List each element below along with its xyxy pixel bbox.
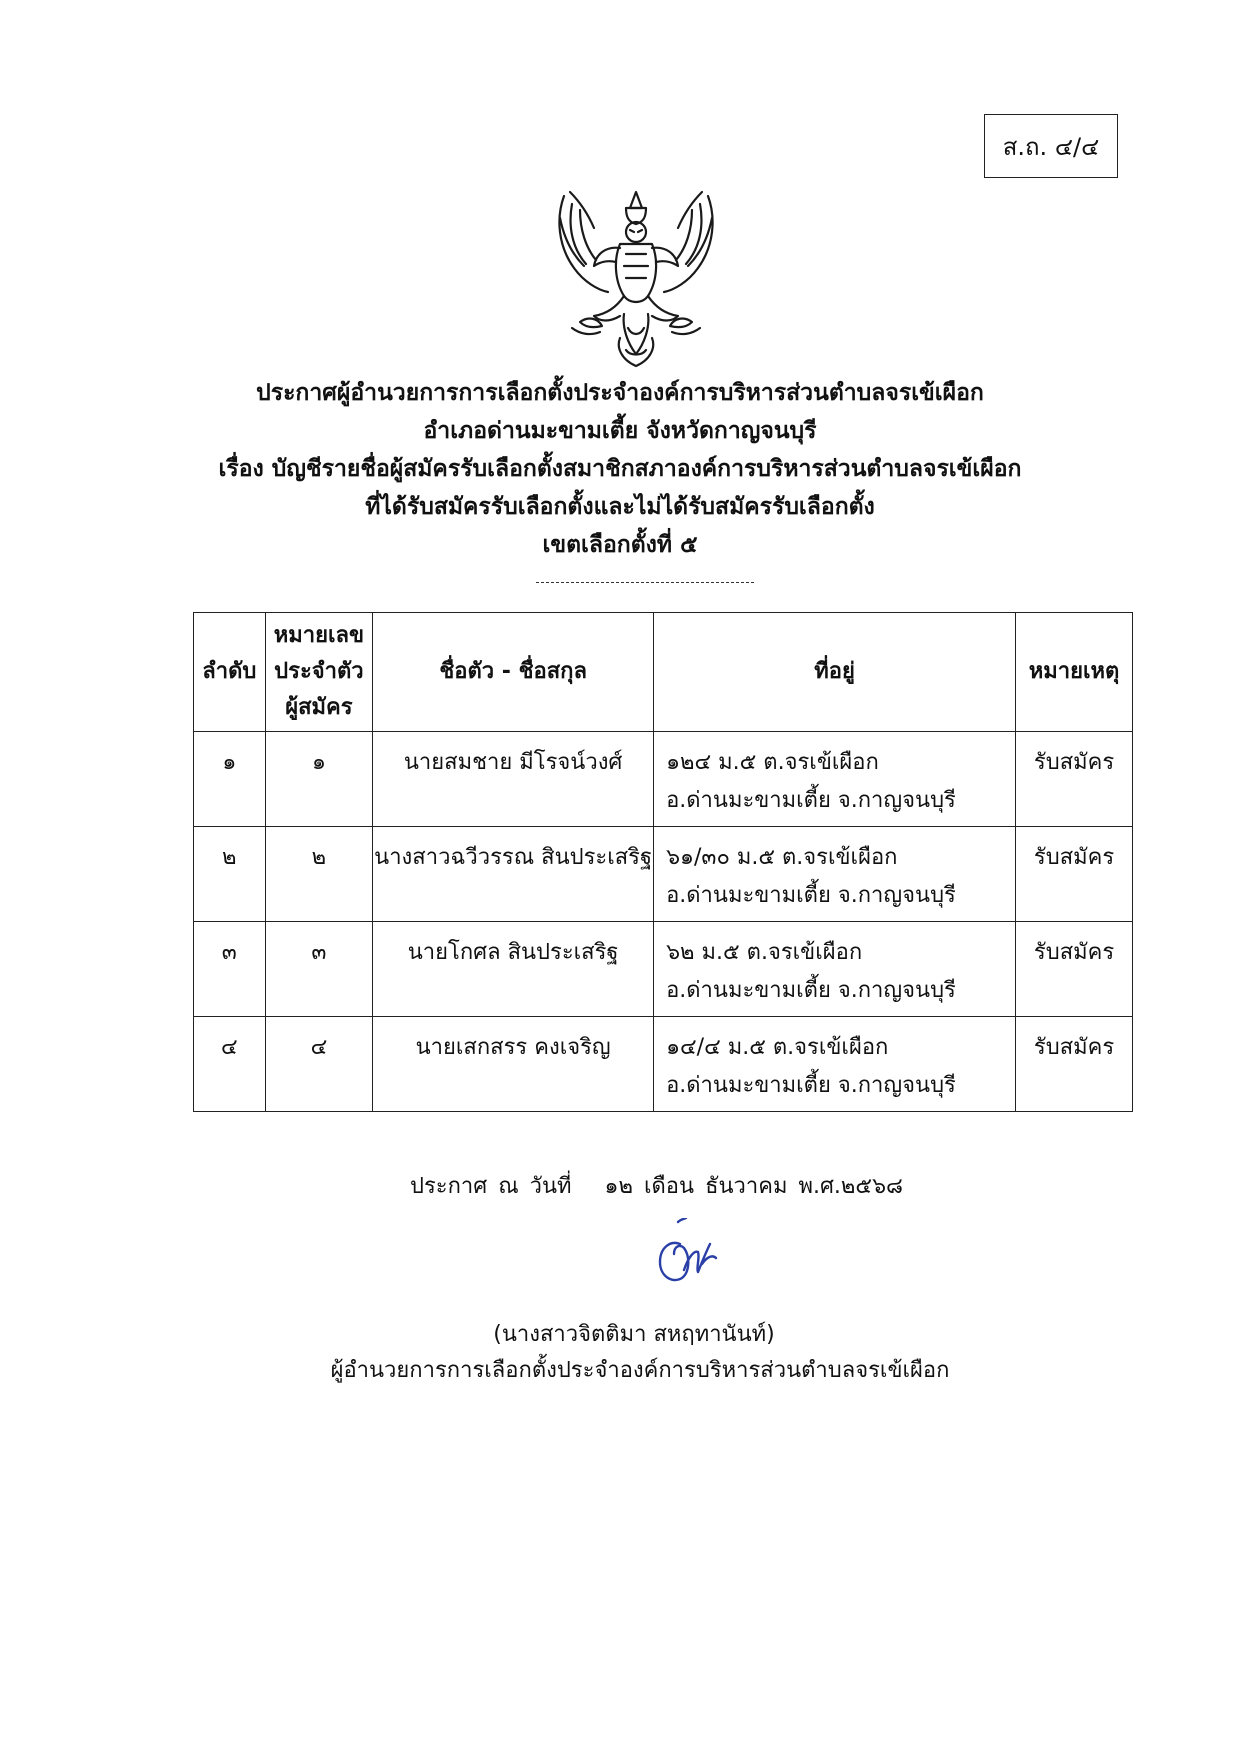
- address-line-2: อ.ด่านมะขามเตี้ย จ.กาญจนบุรี: [666, 883, 956, 908]
- signer-name: (นางสาวจิตติมา สหฤทานันท์): [493, 1322, 775, 1347]
- candidate-table: [193, 612, 1133, 1112]
- cell-number: ๒: [265, 827, 373, 922]
- address-line-1: ๖๑/๓๐ ม.๕ ต.จรเข้เผือก: [666, 845, 898, 870]
- announce-month: ธันวาคม: [705, 1174, 788, 1199]
- header-candidate-number: [265, 613, 373, 732]
- table-header-row: [194, 613, 1133, 732]
- heading-line-4: ที่ได้รับสมัครรับเลือกตั้งและไม่ได้รับสมัครรับเลือกตั้ง: [365, 494, 875, 520]
- header-number-line-1: หมายเลข: [273, 623, 365, 648]
- garuda-emblem-icon: [550, 188, 722, 370]
- header-number-line-2: ประจำตัว: [274, 659, 364, 684]
- header-remark: หมายเหตุ: [1016, 613, 1133, 732]
- form-code: ส.ถ. ๔/๔: [1002, 132, 1100, 161]
- announce-prefix: ประกาศ ณ วันที่: [410, 1174, 572, 1199]
- address-line-1: ๖๒ ม.๕ ต.จรเข้เผือก: [666, 940, 863, 965]
- handwritten-signature-icon: [650, 1218, 730, 1290]
- cell-name: [373, 827, 654, 922]
- candidate-name: นางสาวฉวีวรรณ สินประเสริฐ: [374, 845, 653, 870]
- header-name: ชื่อตัว - ชื่อสกุล: [373, 613, 654, 732]
- announcement-heading: [0, 374, 1240, 564]
- address-line-1: ๑๔/๔ ม.๕ ต.จรเข้เผือก: [666, 1035, 889, 1060]
- announce-day: ๑๒: [604, 1174, 633, 1199]
- signer-title: ผู้อำนวยการการเลือกตั้งประจำองค์การบริหารส่วนตำบลจรเข้เผือก: [330, 1358, 950, 1383]
- cell-remark: รับสมัคร: [1016, 1017, 1133, 1112]
- address-line-2: อ.ด่านมะขามเตี้ย จ.กาญจนบุรี: [666, 1073, 956, 1098]
- cell-order: ๑: [194, 732, 266, 827]
- candidate-name: นายสมชาย มีโรจน์วงศ์: [403, 750, 623, 775]
- header-number-line-3: ผู้สมัคร: [285, 695, 353, 720]
- cell-order: ๔: [194, 1017, 266, 1112]
- cell-remark: รับสมัคร: [1016, 827, 1133, 922]
- heading-line-1: ประกาศผู้อำนวยการการเลือกตั้งประจำองค์การบริหารส่วนตำบลจรเข้เผือก: [256, 380, 984, 406]
- cell-name: [373, 732, 654, 827]
- cell-number: ๓: [265, 922, 373, 1017]
- cell-number: ๑: [265, 732, 373, 827]
- table-row: [194, 922, 1133, 1017]
- form-code-box: [984, 114, 1118, 178]
- header-order: ลำดับ: [194, 613, 266, 732]
- announcement-date-line: [410, 1168, 903, 1203]
- cell-remark: รับสมัคร: [1016, 732, 1133, 827]
- cell-order: ๓: [194, 922, 266, 1017]
- candidate-name: นายโกศล สินประเสริฐ: [407, 940, 619, 965]
- table-row: [194, 732, 1133, 827]
- announce-year-label: พ.ศ.: [798, 1174, 841, 1199]
- table-row: [194, 1017, 1133, 1112]
- cell-remark: รับสมัคร: [1016, 922, 1133, 1017]
- announce-year: ๒๕๖๘: [840, 1174, 904, 1199]
- header-address: ที่อยู่: [654, 613, 1016, 732]
- cell-name: [373, 1017, 654, 1112]
- cell-number: ๔: [265, 1017, 373, 1112]
- announce-month-label: เดือน: [644, 1174, 695, 1199]
- cell-order: ๒: [194, 827, 266, 922]
- candidate-name: นายเสกสรร คงเจริญ: [415, 1035, 611, 1060]
- cell-address: [654, 827, 1016, 922]
- cell-address: [654, 1017, 1016, 1112]
- table-row: [194, 827, 1133, 922]
- heading-line-2: อำเภอด่านมะขามเตี้ย จังหวัดกาญจนบุรี: [423, 418, 817, 444]
- cell-address: [654, 732, 1016, 827]
- dashed-divider: [536, 582, 754, 583]
- address-line-1: ๑๒๔ ม.๕ ต.จรเข้เผือก: [666, 750, 879, 775]
- cell-address: [654, 922, 1016, 1017]
- heading-line-3: เรื่อง บัญชีรายชื่อผู้สมัครรับเลือกตั้งสมาชิกสภาองค์การบริหารส่วนตำบลจรเข้เผือก: [218, 456, 1022, 482]
- cell-name: [373, 922, 654, 1017]
- address-line-2: อ.ด่านมะขามเตี้ย จ.กาญจนบุรี: [666, 978, 956, 1003]
- address-line-2: อ.ด่านมะขามเตี้ย จ.กาญจนบุรี: [666, 788, 956, 813]
- heading-line-5: เขตเลือกตั้งที่ ๕: [542, 532, 698, 558]
